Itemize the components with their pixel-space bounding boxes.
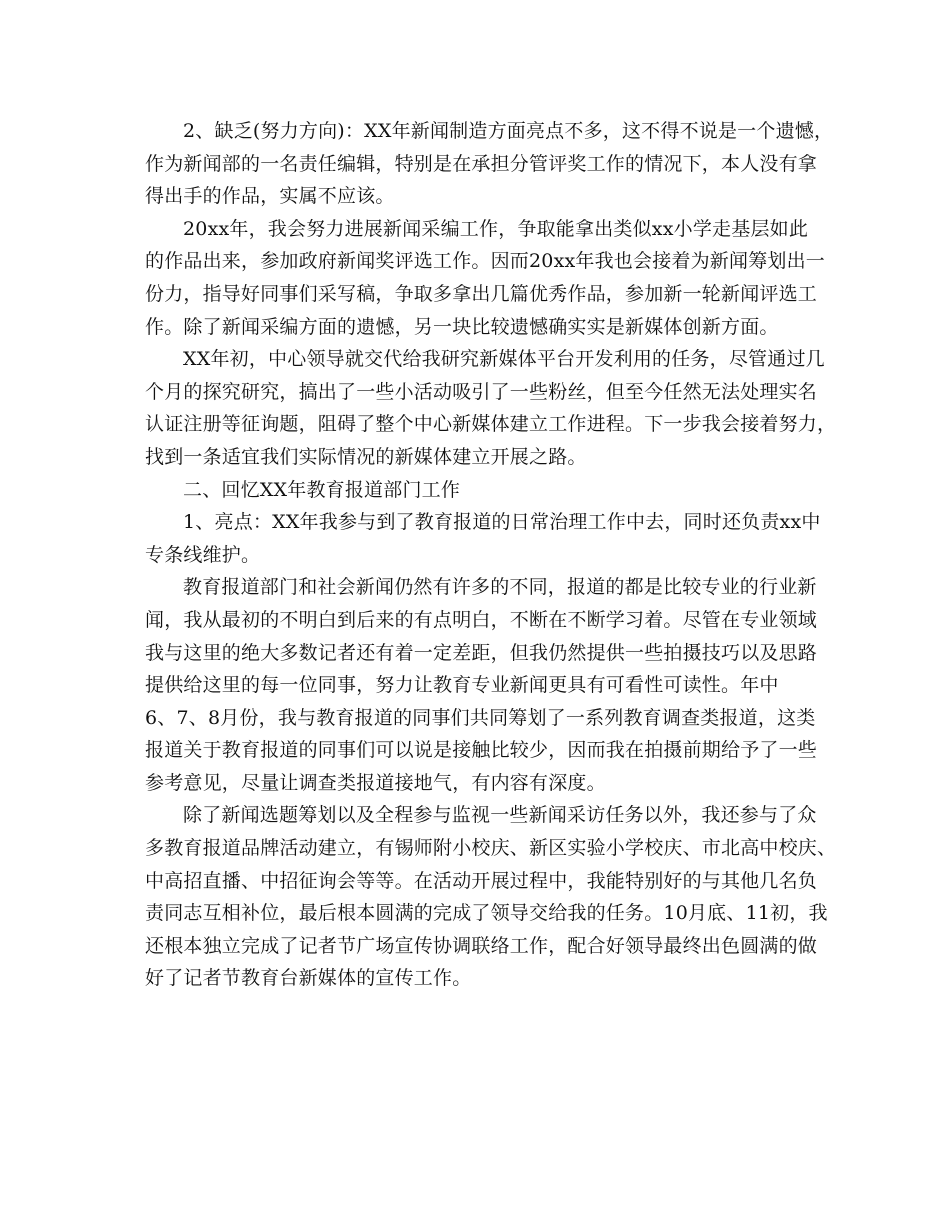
paragraph-line: 提供给这里的每一位同事，努力让教育专业新闻更具有可看性可读性。年中 (145, 674, 779, 697)
paragraph-line: 参考意见，尽量让调查类报道接地气，有内容有深度。 (145, 771, 606, 794)
paragraph-line: XX年初，中心领导就交代给我研究新媒体平台开发利用的任务，尽管通过几 (183, 348, 825, 371)
paragraph-line: 份力，指导好同事们采写稿，争取多拿出几篇优秀作品，参加新一轮新闻评选工 (145, 282, 818, 305)
paragraph-line: 的作品出来，参加政府新闻奖评选工作。因而20xx年我也会接着为新闻筹划出一 (145, 250, 826, 273)
paragraph-line: 作。除了新闻采编方面的遗憾，另一块比较遗憾确实实是新媒体创新方面。 (145, 315, 779, 338)
paragraph-line: 我与这里的绝大多数记者还有着一定差距，但我仍然提供一些拍摄技巧以及思路 (145, 641, 818, 664)
paragraph-line: 作为新闻部的一名责任编辑，特别是在承担分管评奖工作的情况下，本人没有拿 (145, 152, 818, 175)
paragraph-line: 2、缺乏(努力方向)：XX年新闻制造方面亮点不多，这不得不说是一个遗憾， (183, 120, 834, 142)
paragraph-line: 中高招直播、中招征询会等等。在活动开展过程中，我能特别好的与其他几名负 (145, 869, 818, 892)
paragraph-line: 6、7、8月份，我与教育报道的同事们共同筹划了一系列教育调查类报道，这类 (145, 706, 816, 729)
paragraph-line: 1、亮点：XX年我参与到了教育报道的日常治理工作中去，同时还负责xx中 (183, 511, 821, 534)
document-body (145, 115, 837, 995)
paragraph-line: 找到一条适宜我们实际情况的新媒体建立开展之路。 (145, 445, 587, 468)
paragraph-line: 得出手的作品，实属不应该。 (145, 185, 395, 208)
paragraph-line: 教育报道部门和社会新闻仍然有许多的不同，报道的都是比较专业的行业新 (183, 576, 817, 599)
paragraph-line: 报道关于教育报道的同事们可以说是接触比较少，因而我在拍摄前期给予了一些 (145, 739, 818, 762)
paragraph-line: 好了记者节教育台新媒体的宣传工作。 (145, 967, 472, 990)
paragraph-line: 多教育报道品牌活动建立，有锡师附小校庆、新区实验小学校庆、市北高中校庆、 (145, 837, 837, 860)
paragraph-line: 专条线维护。 (145, 543, 261, 566)
paragraph-line: 责同志互相补位，最后根本圆满的完成了领导交给我的任务。10月底、11初，我 (145, 902, 828, 925)
paragraph-line: 认证注册等征询题，阻碍了整个中心新媒体建立工作进程。下一步我会接着努力， (145, 413, 837, 436)
paragraph-line: 除了新闻选题筹划以及全程参与监视一些新闻采访任务以外，我还参与了众 (183, 804, 817, 827)
paragraph-line: 20xx年，我会努力进展新闻采编工作，争取能拿出类似xx小学走基层如此 (183, 217, 809, 240)
section-heading: 二、回忆XX年教育报道部门工作 (183, 478, 461, 501)
paragraph-line: 个月的探究研究，搞出了一些小活动吸引了一些粉丝，但至今任然无法处理实名 (145, 380, 818, 403)
paragraph-line: 闻，我从最初的不明白到后来的有点明白，不断在不断学习着。尽管在专业领域 (145, 608, 818, 631)
paragraph-line: 还根本独立完成了记者节广场宣传协调联络工作，配合好领导最终出色圆满的做 (145, 934, 818, 957)
